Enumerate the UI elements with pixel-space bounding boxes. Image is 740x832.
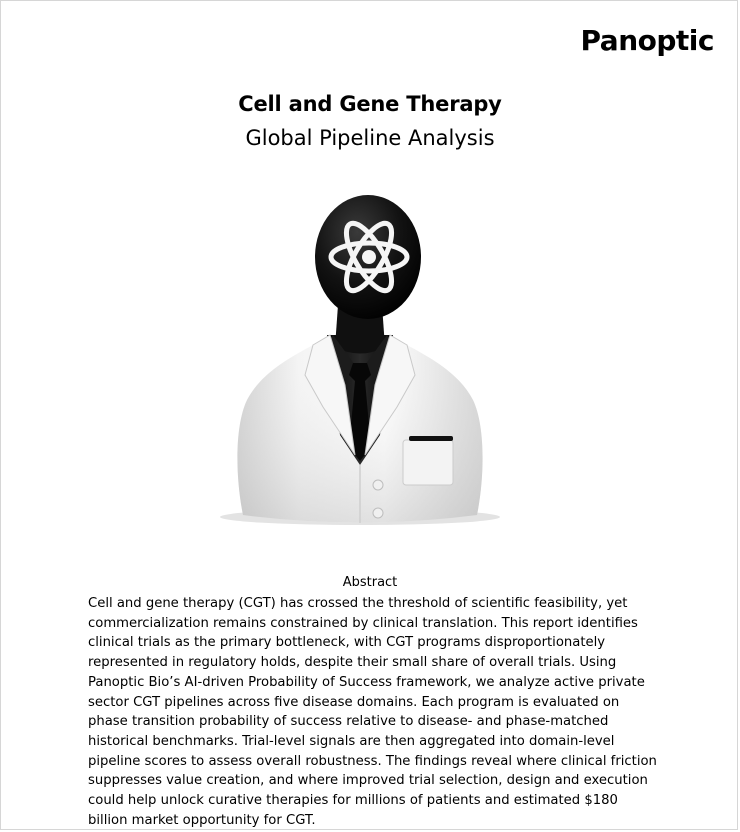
hero-illustration — [205, 185, 515, 535]
coat-button — [373, 480, 383, 490]
abstract-heading: Abstract — [342, 575, 398, 590]
coat-pocket — [403, 440, 453, 485]
pen-in-pocket — [409, 436, 453, 441]
document-title: Cell and Gene Therapy — [238, 92, 502, 116]
brand-logo: Panoptic — [580, 24, 714, 57]
coat-button — [373, 508, 383, 518]
abstract-body: Cell and gene therapy (CGT) has crossed the threshold of scientific feasibility, yet commercialization remains constrained by clinical translation. This report identifies clinical trials as the primary bottleneck, with CGT programs disproportionately represented in regulatory holds, despite their small share of overall trials. Using Panoptic Bio’s AI-driven Probability of Success framework, we analyze active private sector CGT pipelines across five disease domains. Each program is evaluated on phase transition probability of success relative to disease- and phase-matched historical benchmarks. Trial-level signals are then aggregated into domain-level pipeline scores to assess overall robustness. The findings reveal where clinical friction suppresses value creation, and where improved trial selection, design and execution could help unlock curative therapies for millions of patients and estimated $180 billion market opportunity for CGT. — [88, 596, 657, 828]
title-block — [0, 90, 740, 152]
document-subtitle: Global Pipeline Analysis — [245, 126, 495, 150]
